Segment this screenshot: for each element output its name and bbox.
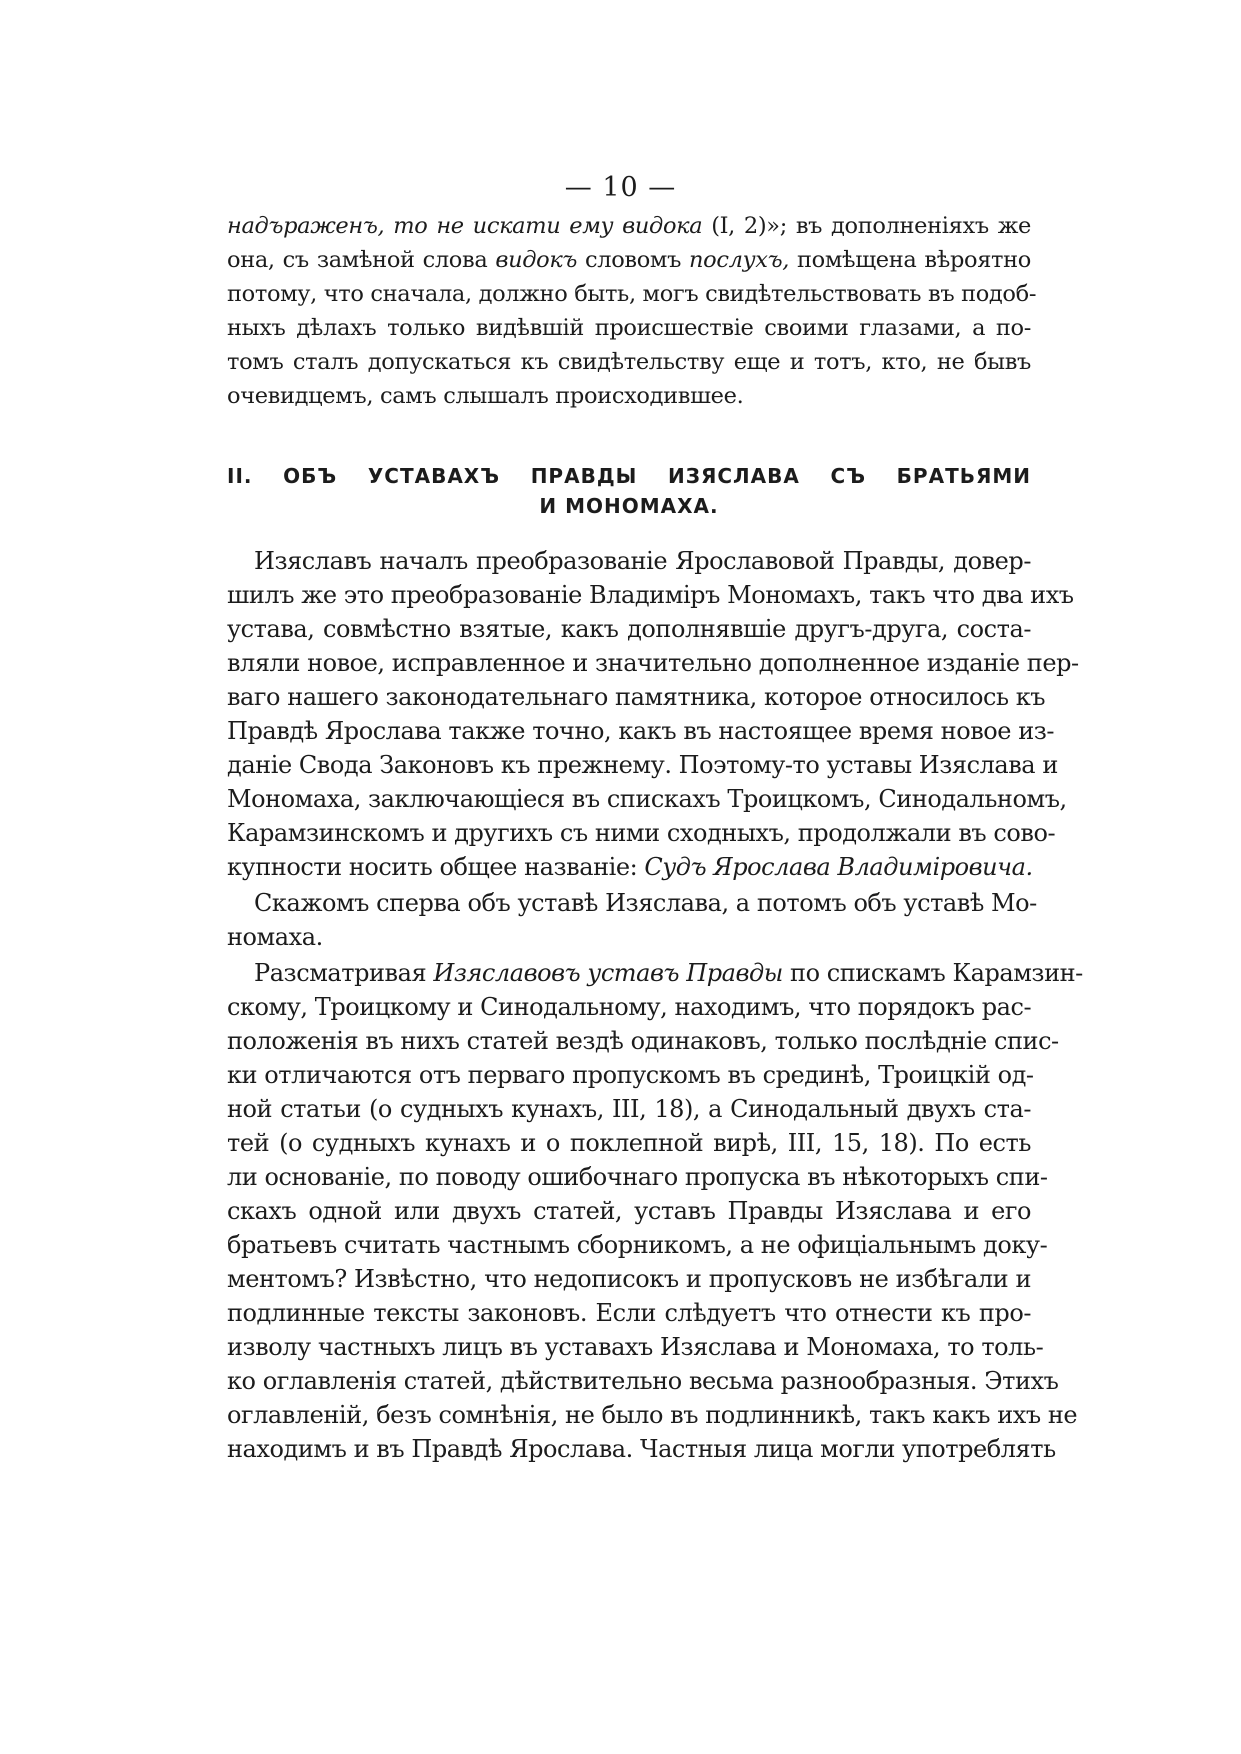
text-line: очевидцемъ, самъ слышалъ происходившее. (227, 383, 744, 409)
text-line (227, 245, 1031, 275)
text-line: тей (о судныхъ кунахъ и о поклепной вирѣ, III, 15, 18). По есть (227, 1129, 1031, 1157)
text-fragment: словомъ (577, 247, 689, 273)
text-line: Правдѣ Ярослава также точно, какъ въ настоящее время новое из- (227, 717, 1055, 745)
text-line: ко оглавленія статей, дѣйствительно весьма разнообразныя. Этихъ (227, 1367, 1059, 1395)
text-line: томъ сталъ допускаться къ свидѣтельству еще и тотъ, кто, не бывъ (227, 349, 1031, 375)
text-line: изволу частныхъ лицъ въ уставахъ Изяслава и Мономаха, то толь- (227, 1333, 1044, 1361)
text-line: Изяславъ началъ преобразованіе Ярославовой Правды, довер- (254, 547, 1031, 575)
text-fragment: (I, 2)»; въ дополненіяхъ же (702, 213, 1032, 239)
text-line: ныхъ дѣлахъ только видѣвшій происшествіе своими глазами, а по- (227, 315, 1031, 341)
text-line: Мономаха, заключающіеся въ спискахъ Троицкомъ, Синодальномъ, (227, 785, 1067, 813)
text-fragment: по спискамъ Карамзин- (782, 959, 1083, 987)
italic-word: видокъ (495, 247, 578, 273)
text-line: ли основаніе, по поводу ошибочнаго пропуска въ нѣкоторыхъ спи- (227, 1163, 1048, 1191)
text-line: ментомъ? Извѣстно, что недописокъ и пропусковъ не избѣгали и (227, 1265, 1031, 1293)
text-line: потому, что сначала, должно быть, могъ свидѣтельствовать въ подоб- (227, 281, 1037, 307)
text-line (227, 211, 1031, 241)
text-line: устава, совмѣстно взятые, какъ дополнявшіе другъ-друга, соста- (227, 615, 1031, 643)
text-line (254, 957, 1083, 989)
text-line: Карамзинскомъ и другихъ съ ними сходныхъ, продолжали въ сово- (227, 819, 1056, 847)
text-line: ки отличаются отъ перваго пропускомъ въ срединѣ, Троицкій од- (227, 1061, 1034, 1089)
text-line: братьевъ считать частнымъ сборникомъ, а не офиціальнымъ доку- (227, 1231, 1048, 1259)
italic-phrase: надъраженъ, то не искати ему видока (227, 213, 703, 239)
text-line: ваго нашего законодательнаго памятника, которое относилось къ (227, 683, 1046, 711)
italic-word: послухъ, (689, 247, 790, 273)
section-heading-continuation: И МОНОМАХА. (539, 494, 719, 518)
italic-phrase: Изяславовъ уставъ Правды (433, 959, 783, 987)
text-fragment: Разсматривая (254, 959, 434, 987)
text-line: скахъ одной или двухъ статей, уставъ Правды Изяслава и его (227, 1197, 1031, 1225)
text-line: шилъ же это преобразованіе Владиміръ Мономахъ, такъ что два ихъ (227, 581, 1074, 609)
page-number: — 10 — (564, 172, 677, 203)
text-fragment: она, съ замѣной слова (227, 247, 496, 273)
text-line: скому, Троицкому и Синодальному, находимъ, что порядокъ рас- (227, 993, 1032, 1021)
text-line (227, 851, 1031, 883)
text-fragment: купности носить общее названіе: (227, 853, 645, 881)
text-line: подлинные тексты законовъ. Если слѣдуетъ что отнести къ про- (227, 1299, 1031, 1327)
text-line: вляли новое, исправленное и значительно дополненное изданіе пер- (227, 649, 1079, 677)
text-line: ной статьи (о судныхъ кунахъ, III, 18), а Синодальный двухъ ста- (227, 1095, 1031, 1123)
text-line: оглавленій, безъ сомнѣнія, не было въ подлинникѣ, такъ какъ ихъ не (227, 1401, 1078, 1429)
text-line: положенія въ нихъ статей вездѣ одинаковъ, только послѣдніе спис- (227, 1027, 1059, 1055)
text-line: находимъ и въ Правдѣ Ярослава. Частныя лица могли употреблять (227, 1435, 1056, 1463)
text-line: Скажомъ сперва объ уставѣ Изяслава, а потомъ объ уставѣ Мо- (254, 889, 1037, 917)
text-line: номаха. (227, 923, 323, 951)
italic-title: Судъ Ярослава Владиміровича. (644, 853, 1033, 881)
text-fragment: помѣщена вѣроятно (789, 247, 1031, 273)
section-heading: II. ОБЪ УСТАВАХЪ ПРАВДЫ ИЗЯСЛАВА СЪ БРАТЬЯМИ (227, 464, 1031, 488)
text-line: даніе Свода Законовъ къ прежнему. Поэтому-то уставы Изяслава и (227, 751, 1058, 779)
